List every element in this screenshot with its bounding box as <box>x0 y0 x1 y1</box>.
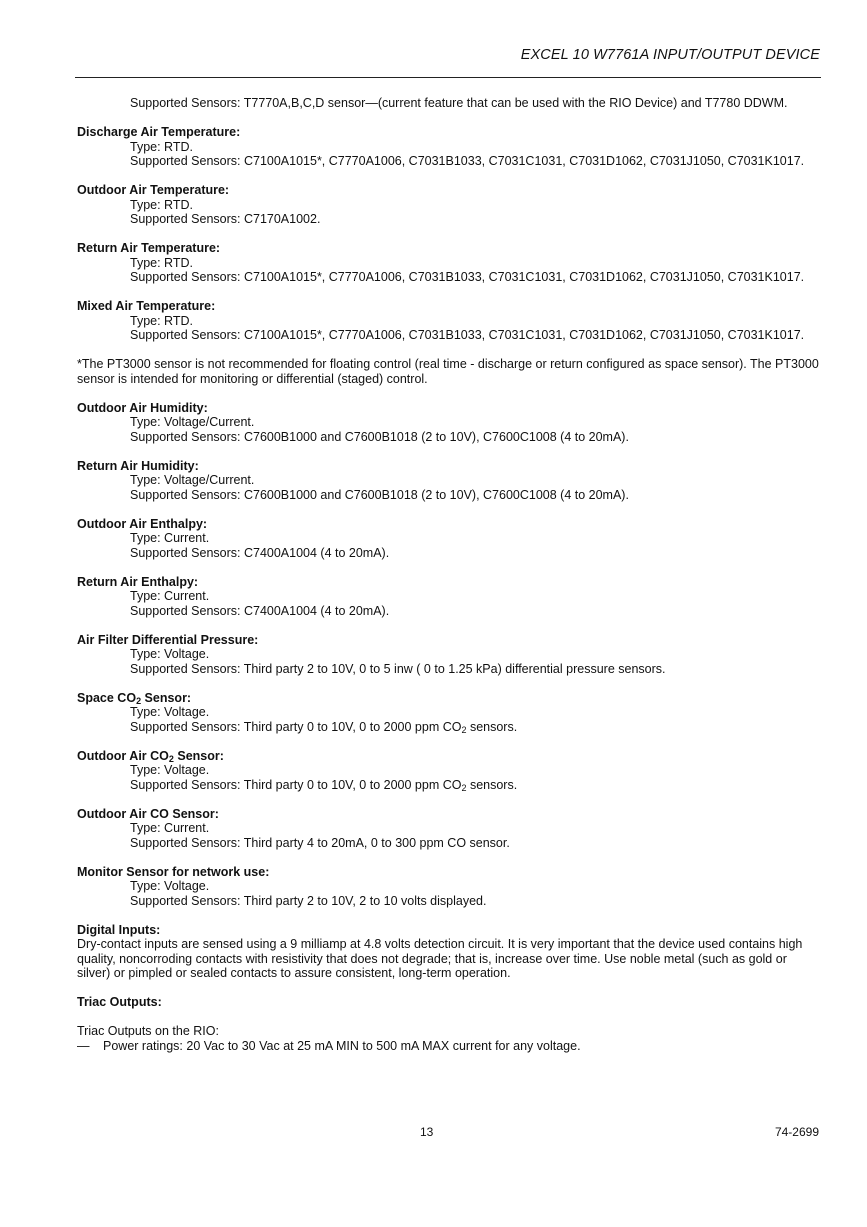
section-heading: Digital Inputs: <box>77 922 161 937</box>
section-heading: Return Air Enthalpy: <box>77 574 199 589</box>
section-type: Type: RTD. <box>130 313 193 328</box>
sensor-section <box>77 459 822 503</box>
section-heading: Outdoor Air Humidity: <box>77 400 208 415</box>
header-rule <box>75 77 821 78</box>
section-supported: Supported Sensors: Third party 2 to 10V, 2 to 10 volts displayed. <box>130 893 487 908</box>
bullet-dash: — <box>77 1038 90 1053</box>
section-heading: Triac Outputs: <box>77 995 162 1009</box>
section-type: Type: Voltage. <box>130 705 210 719</box>
section-supported: Supported Sensors: Third party 0 to 10V, 0 to 2000 ppm $CO_2$ sensors. <box>130 719 518 735</box>
section-type: Type: Voltage. <box>130 879 210 893</box>
section-heading: Discharge Air Temperature: <box>77 125 241 139</box>
sensor-section <box>77 633 822 677</box>
section-heading: Mixed Air Temperature: <box>77 299 216 313</box>
triac-intro: Triac Outputs on the RIO: <box>77 1024 219 1038</box>
sensor-section <box>77 401 822 445</box>
sensor-section <box>77 575 822 619</box>
section-type: Type: Current. <box>130 531 210 545</box>
section-heading: Return Air Temperature: <box>77 241 221 255</box>
section-type: Type: RTD. <box>130 197 193 212</box>
section-supported: Supported Sensors: C7400A1004 (4 to 20mA). <box>130 545 390 560</box>
page-number: 13 <box>420 1125 434 1139</box>
digital-inputs-body: Dry-contact inputs are sensed using a 9 milliamp at 4.8 volts detection circuit. It is very important that the device used contains high quality, noncorroding contacts with resistivity that does not degrade; that is, increase over time. Use noble metal (such as gold or silver) or pimpled or sealed contacts to assure consistent, long-term operation. <box>77 937 803 980</box>
pt3000-note: *The PT3000 sensor is not recommended for floating control (real time - discharge or return configured as space sensor). The PT3000 sensor is intended for monitoring or differential (staged) control. <box>77 357 819 386</box>
sensor-section <box>77 299 822 343</box>
section-outdoor-co2 <box>77 749 822 793</box>
section-heading: Return Air Humidity: <box>77 458 199 473</box>
section-triac-outputs <box>77 995 822 1010</box>
section-supported: Supported Sensors: C7100A1015*, C7770A1006, C7031B1033, C7031C1031, C7031D1062, C7031J1050, C7031K1017. <box>130 270 805 284</box>
section-supported: Supported Sensors: C7600B1000 and C7600B1018 (2 to 10V), C7600C1008 (4 to 20mA). <box>130 487 629 502</box>
document-body <box>77 96 822 1053</box>
sensor-section <box>77 241 822 285</box>
section-supported: Supported Sensors: C7600B1000 and C7600B1018 (2 to 10V), C7600C1008 (4 to 20mA). <box>130 429 629 444</box>
header-title: EXCEL 10 W7761A INPUT/OUTPUT DEVICE <box>520 47 820 63</box>
section-supported: Supported Sensors: C7170A1002. <box>130 212 321 226</box>
section-type: Type: Voltage/Current. <box>130 415 255 429</box>
triac-bullet <box>77 1039 822 1054</box>
intro-supported: Supported Sensors: T7770A,B,C,D sensor—(current feature that can be used with the RIO Device) and T7780 DDWM. <box>130 96 788 110</box>
section-type: Type: Voltage. <box>130 647 210 661</box>
sensor-section <box>77 807 822 851</box>
section-heading: Air Filter Differential Pressure: <box>77 632 259 647</box>
section-heading: Outdoor Air Temperature: <box>77 183 230 197</box>
section-type: Type: Current. <box>130 589 210 603</box>
section-type: Type: Voltage. <box>130 763 210 777</box>
section-heading: Outdoor Air Enthalpy: <box>77 516 208 531</box>
section-type: Type: Current. <box>130 821 210 835</box>
section-supported: Supported Sensors: C7100A1015*, C7770A1006, C7031B1033, C7031C1031, C7031D1062, C7031J1050, C7031K1017. <box>130 154 805 168</box>
section-type: Type: RTD. <box>130 139 193 154</box>
section-supported: Supported Sensors: Third party 4 to 20mA, 0 to 300 ppm CO sensor. <box>130 835 510 850</box>
section-supported: Supported Sensors: Third party 0 to 10V, 0 to 2000 ppm $CO_2$ sensors. <box>130 777 518 793</box>
section-supported: Supported Sensors: C7400A1004 (4 to 20mA). <box>130 603 390 618</box>
section-space-co2 <box>77 691 822 735</box>
section-supported: Supported Sensors: Third party 2 to 10V, 0 to 5 inw ( 0 to 1.25 kPa) differential pressure sensors. <box>130 661 666 676</box>
document-number: 74-2699 <box>774 1125 819 1139</box>
section-type: Type: RTD. <box>130 255 193 270</box>
section-heading: Outdoor Air CO Sensor: <box>77 806 219 821</box>
sensor-section <box>77 125 822 169</box>
bullet-text: Power ratings: 20 Vac to 30 Vac at 25 mA MIN to 500 mA MAX current for any voltage. <box>103 1038 581 1053</box>
sensor-section <box>77 517 822 561</box>
section-heading: Outdoor Air $CO_2$ Sensor: <box>77 748 224 764</box>
section-heading: Monitor Sensor for network use: <box>77 864 270 879</box>
section-type: Type: Voltage/Current. <box>130 473 255 487</box>
section-heading: Space $CO_2$ Sensor: <box>77 690 192 706</box>
sensor-section <box>77 865 822 909</box>
section-supported: Supported Sensors: C7100A1015*, C7770A1006, C7031B1033, C7031C1031, C7031D1062, C7031J1050, C7031K1017. <box>130 328 805 342</box>
sensor-section <box>77 183 822 227</box>
section-digital-inputs <box>77 923 822 981</box>
